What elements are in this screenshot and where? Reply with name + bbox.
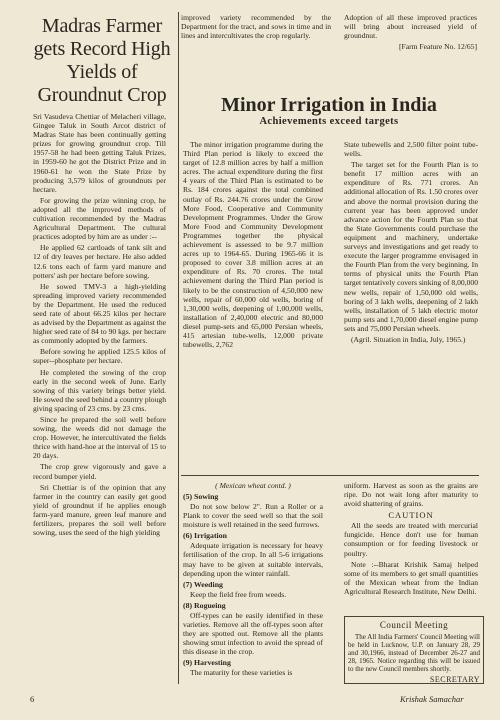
wheat-subhead: (7) Weeding — [183, 579, 223, 589]
irrigation-col2 — [344, 140, 478, 346]
wheat-subhead: (8) Rogueing — [183, 600, 226, 610]
groundnut-paragraph: Sri Vasudeva Chettiar of Melacheri village, Gingee Taluk in South Arcot district of Madras State has been continually getting prizes for growing groundnut crop. Till 1957-58 he had been getting Taluk Prizes, in 1959-60 he got the District Prize and in 1960-61 he won the State Prize by producing 3,579 kilos of groundnuts per hectare. — [33, 112, 166, 194]
column-divider — [178, 12, 179, 684]
wheat-paragraph: Keep the field free from weeds. — [190, 589, 287, 599]
continuation-text: improved variety recommended by the Department for the tract, and sows in time and in lines and intercultivates the crop regularly. — [181, 13, 331, 41]
continuation-col1 — [181, 13, 331, 42]
wheat-subhead: (5) Sowing — [183, 492, 219, 502]
wheat-paragraph: Adequate irrigation is necessary for heavy fertilisation of the crop. In all 5-6 irrigations may have to be given at suitable intervals, depending upon the winter rainfall. — [183, 541, 323, 578]
groundnut-paragraph: Sri Chettiar is of the opinion that any farmer in the country can easily get good yield of groundnut if he applies enough farm-yard manure, green leaf manure and fertilizers, prepares the soil well before sowing, uses the seed of the high yielding — [33, 482, 166, 538]
council-signature: SECRETARY — [429, 675, 480, 684]
wheat-paragraph: Off-types can be easily identified in these varieties. Remove all the off-types soon after they are spotted out. Remove all the plants showing smut infection to avoid the spread of this disease in the crop. — [183, 610, 323, 657]
irrigation-heading-block — [181, 94, 477, 127]
groundnut-paragraph: For growing the prize winning crop, he adopted all the improved methods of cultivation recommended by the Madras Agricultural Department. The cultural practices adopted by him are as under :-- — [33, 195, 166, 242]
groundnut-paragraph: He sowed TMV-3 a high-yielding spreading improved variety recommended by the Department. He used the reduced seed rate of about 66.25 kilos per hectare as advised by the Department as against the higher seed rate of 84 to 90 kgs. per hectare as commonly adopted by the farmers. — [33, 281, 166, 346]
irrigation-subheadline: Achievements exceed targets — [259, 116, 399, 127]
irrigation-headline: Minor Irrigation in India — [221, 94, 437, 116]
mexican-wheat-col2 — [344, 481, 478, 598]
groundnut-paragraph: He applied 62 cartloads of tank silt and 12 of dry leaves per hectare. He also added 12.6 tons each of farm yard manure and potters' ash per hectare before sowing. — [33, 243, 166, 280]
wheat-subhead: (6) Irrigation — [183, 531, 227, 541]
source-note: [Farm Feature No. 12/65] — [398, 42, 477, 52]
irrigation-paragraph: The minor irrigation programme during the Third Plan period is likely to exceed the target of 12.8 million acres by half a million acres. The actual expenditure during the first 4 years of the Third Plan is estimated to be Rs. 184 crores against the total combined outlay of Rs. 244.76 crores under the Grow More Food, Cooperative and Community Development Programmes. Under the Grow More Food and Community Development Programmes together the physical achievement is assessed to be 9.7 million acres up to 1964-65. During 1965-66 it is proposed to cover 3.8 million acres at an expenditure of Rs. 70 crores. The total achievement during the Third Plan period is likely to be the construction of 4,50,000 new wells, repair of 60,000 old wells, boring of 1,30,000 wells, deepening of 1,00,000 wells, installation of 2,40,000 electric and 80,000 diesel pump-sets and 65,000 Persian wheels, 415 artesian tube-wells, 12,000 private tubewells, 2,762 — [183, 140, 323, 350]
page-number: 6 — [30, 694, 35, 704]
council-heading: Council Meeting — [379, 620, 449, 630]
wheat-note: Note :--Bharat Krishik Samaj helped some of its members to get small quantities of the Mexican wheat from the Indian Agricultural Research Institute, New Delhi. — [344, 559, 478, 596]
groundnut-paragraph: Before sowing he applied 125.5 kilos of super--phosphate per hectare. — [33, 347, 166, 366]
groundnut-headline: Madras Farmer gets Record High Yields of Groundnut Crop — [33, 15, 171, 106]
irrigation-paragraph: The target set for the Fourth Plan is to benefit 17 million acres with an expenditure of Rs. 771 crores. An additional allocation of Rs. 1.50 crores over and above the normal provision during the current year has been approved under advance action for the Fourth Plan so that the State Governments could purchase the equipment and machinery, undertake surveys and investigations and get ready to execute the larger programme envisaged in the Fourth Plan from the very beginning. In terms of physical units the Fourth Plan target tentatively covers sinking of 8,00,000 new wells, repair of 1,50,000 old wells, boring of 3 lakh wells, deepening of 2 lakh wells, installation of 5 lakh electric motor pump sets and 1,70,000 diesel engine pump sets and 75,000 Persian wheels. — [344, 160, 478, 333]
wheat-subhead: (9) Harvesting — [183, 658, 231, 668]
continuation-col2 — [344, 13, 477, 53]
mexican-wheat-col1 — [183, 481, 323, 679]
irrigation-paragraph: State tubewells and 2,500 filter point tube-wells. — [344, 140, 478, 159]
groundnut-body — [33, 112, 166, 539]
publication-name: Krishak Samachar — [400, 694, 464, 704]
wheat-paragraph: uniform. Harvest as soon as the grains are ripe. Do not wait long after maturity to avoid shattering of grains. — [344, 481, 478, 509]
groundnut-paragraph: Since he prepared the soil well before sowing, the weeds did not damage the crop. However, he intercultivated the fields thrice with hand-hoe at the interval of 15 to 20 days. — [33, 415, 166, 461]
caution-heading: CAUTION — [388, 510, 434, 521]
continuation-text: Adoption of all these improved practices will bring about increased yield of groundnut. — [344, 13, 477, 41]
groundnut-article — [28, 15, 176, 107]
irrigation-source: (Agril. Situation in India, July, 1965.) — [351, 334, 466, 344]
section-divider — [181, 475, 479, 476]
wheat-paragraph: The maturity for these varieties is — [190, 668, 293, 678]
council-meeting-box — [344, 616, 484, 684]
contd-label: ( Mexican wheat contd. ) — [215, 481, 291, 490]
groundnut-paragraph: The crop grew vigorously and gave a record bumper yield. — [33, 462, 166, 481]
irrigation-col1 — [183, 140, 323, 351]
groundnut-paragraph: He completed the sowing of the crop early in the second week of June. Early sowing of this variety brings better yield. He sowed the seed behind a country plough giving spacing of 23 cms. by 23 cms. — [33, 367, 166, 413]
caution-text: All the seeds are treated with mercurial fungicide. Hence don't use for human consumption or for feeding livestock or poultry. — [344, 521, 478, 558]
wheat-paragraph: Do not sow below 2". Run a Roller or a Plank to cover the seed well so that the soil moisture is well retained in the seed furrows. — [183, 502, 323, 530]
council-text: The All India Farmers' Council Meeting will be held in Lucknow, U.P. on January 28, 29 and 30,1966, instead of December 26-27 and 28, 1965. Notice regarding this will be issued to the new Council members shortly. — [348, 633, 480, 673]
